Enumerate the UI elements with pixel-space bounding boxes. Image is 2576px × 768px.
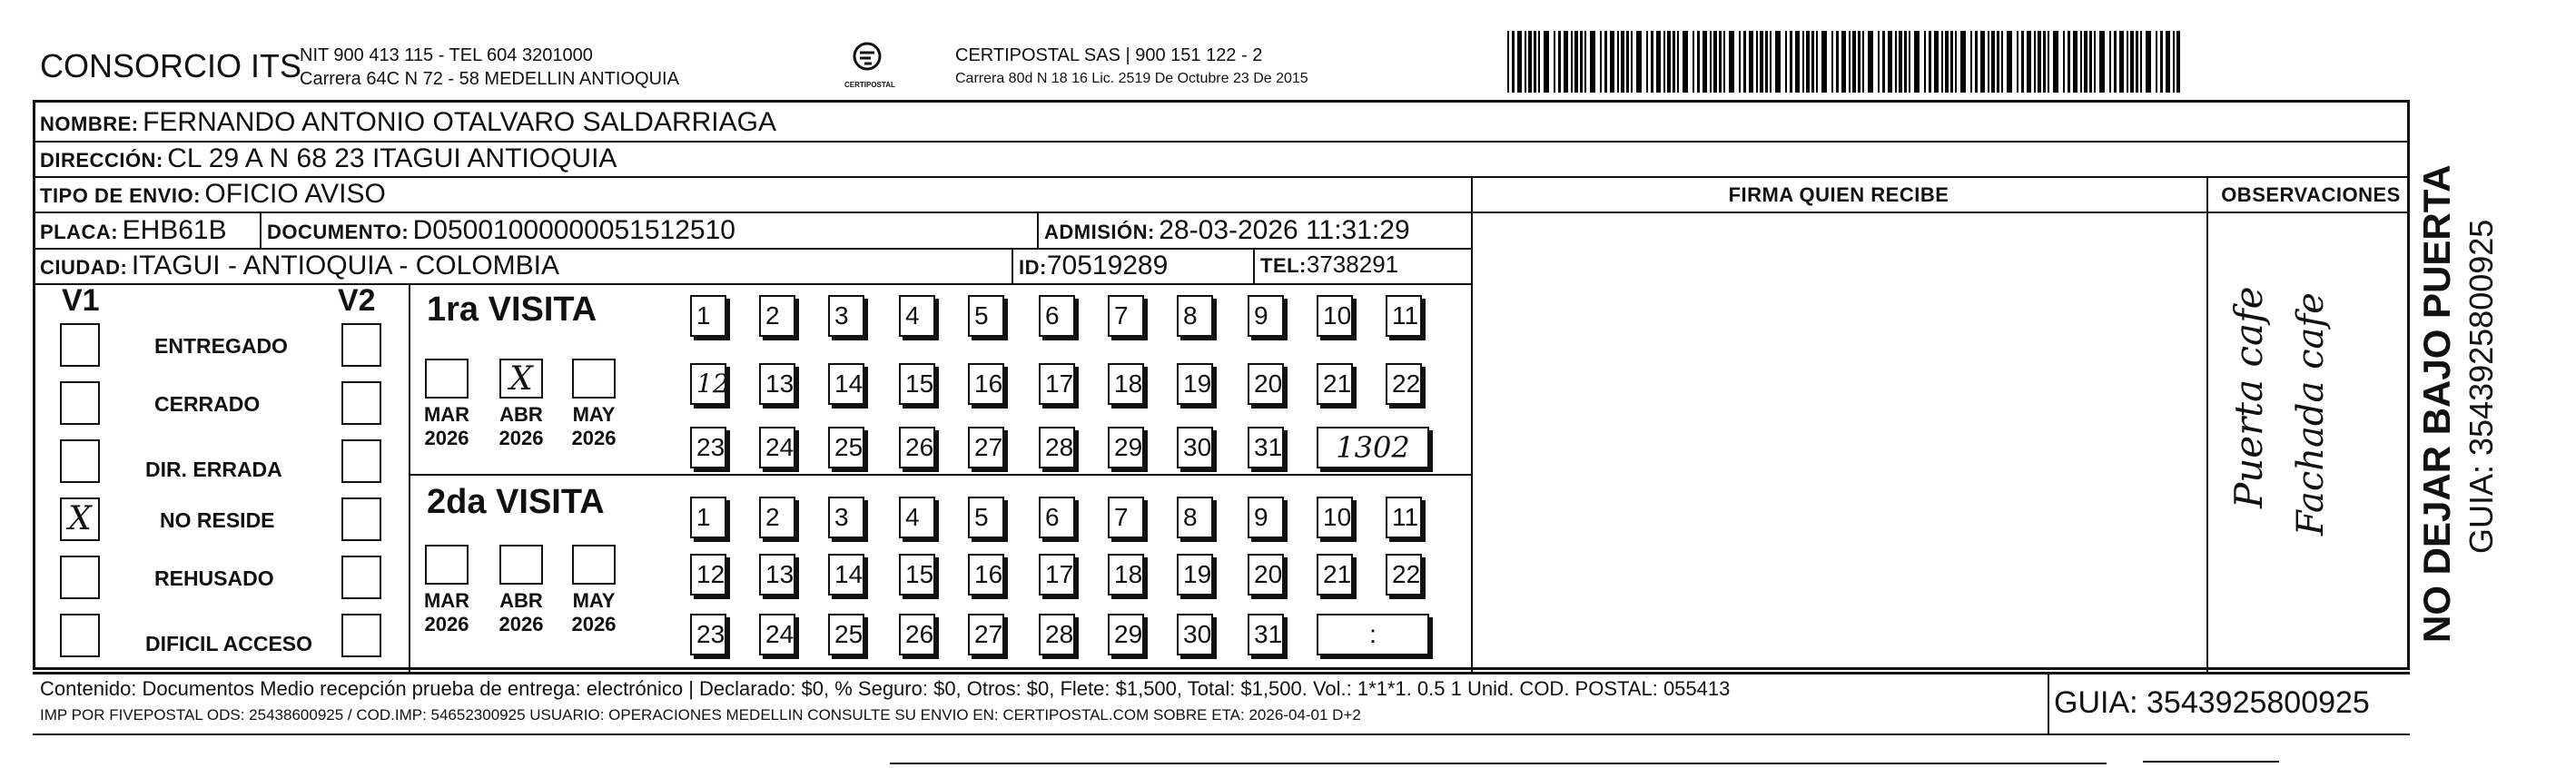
day-box[interactable]: 26 — [899, 427, 935, 468]
day-box[interactable]: 6 — [1039, 295, 1075, 337]
id-label: ID: — [1019, 256, 1047, 279]
day-box[interactable]: 16 — [968, 554, 1004, 596]
certipostal-logo-icon — [844, 40, 890, 76]
day-box[interactable]: 20 — [1248, 554, 1284, 596]
barcode-bar — [2017, 31, 2018, 93]
day-box[interactable]: 17 — [1039, 554, 1075, 596]
v1-label: V1 — [62, 283, 100, 318]
second-visit-time[interactable]: : — [1317, 614, 1429, 655]
barcode-bar — [2109, 31, 2111, 93]
day-box[interactable]: 10 — [1317, 497, 1353, 538]
barcode-bar — [1729, 31, 1734, 93]
side-instruction: NO DEJAR BAJO PUERTA — [2415, 164, 2458, 643]
barcode-bar — [1988, 31, 1989, 93]
day-box[interactable]: 27 — [968, 614, 1004, 655]
barcode — [1507, 31, 2197, 94]
day-box[interactable]: 11 — [1386, 497, 1422, 538]
barcode-bar — [1816, 31, 1818, 93]
certipostal-line: CERTIPOSTAL SAS | 900 151 122 - 2 — [955, 45, 1263, 65]
barcode-bar — [1667, 31, 1671, 93]
day-box[interactable]: 7 — [1108, 295, 1144, 337]
v1-checkbox[interactable] — [60, 556, 100, 599]
day-box[interactable]: 4 — [899, 497, 935, 538]
barcode-bar — [1836, 31, 1839, 93]
barcode-bar — [1677, 31, 1679, 93]
documento-value: D05001000000051512510 — [412, 215, 735, 245]
barcode-bar — [1651, 31, 1653, 93]
day-box[interactable]: 19 — [1177, 363, 1213, 405]
day-box[interactable]: 18 — [1108, 363, 1144, 405]
barcode-bar — [2089, 31, 2092, 93]
barcode-bar — [1534, 31, 1536, 93]
barcode-bar — [2038, 31, 2041, 93]
month-label: MAR 2026 — [423, 589, 470, 635]
barcode-bar — [1703, 31, 1707, 93]
barcode-bar — [1775, 31, 1781, 93]
barcode-bar — [1950, 31, 1953, 93]
barcode-bar — [1564, 31, 1568, 93]
placa-value: EHB61B — [122, 215, 227, 245]
barcode-bar — [2136, 31, 2138, 93]
day-box[interactable]: 24 — [759, 427, 795, 468]
certipostal-address: Carrera 80d N 18 16 Lic. 2519 De Octubre 23 De 2015 — [955, 71, 1308, 86]
barcode-bar — [1991, 31, 1995, 93]
barcode-bar — [1710, 31, 1712, 93]
day-box[interactable]: 14 — [828, 363, 864, 405]
month-checkbox[interactable] — [425, 545, 469, 585]
barcode-bar — [1895, 31, 1897, 93]
barcode-bar — [2140, 31, 2142, 93]
barcode-bar — [1868, 31, 1873, 93]
barcode-bar — [1743, 31, 1746, 93]
logo-caption: CERTIPOSTAL — [844, 81, 895, 89]
day-box[interactable]: 24 — [759, 614, 795, 655]
day-box[interactable]: 22 — [1386, 363, 1422, 405]
day-box[interactable]: 5 — [968, 497, 1004, 538]
barcode-bar — [2146, 31, 2151, 93]
day-box[interactable]: 6 — [1039, 497, 1075, 538]
day-box[interactable]: 13 — [759, 363, 795, 405]
barcode-bar — [1610, 31, 1614, 93]
barcode-bar — [1765, 31, 1768, 93]
footer-imp: IMP POR FIVEPOSTAL ODS: 25438600925 / COD.IMP: 54652300925 USUARIO: OPERACIONES MEDELLIN CONSULTE SU ENVIO EN: CERTIPOSTAL.COM SOBRE ETA: 2026-04-01 D+2 — [40, 706, 1361, 724]
day-box[interactable]: 12 — [690, 554, 726, 596]
v2-checkbox[interactable] — [341, 556, 381, 599]
day-box[interactable]: 7 — [1108, 497, 1144, 538]
day-box[interactable]: 16 — [968, 363, 1004, 405]
barcode-bar — [1683, 31, 1688, 93]
barcode-bar — [1858, 31, 1860, 93]
barcode-bar — [1914, 31, 1920, 93]
barcode-bar — [2001, 31, 2003, 93]
v1-checkbox[interactable] — [60, 614, 100, 657]
v2-checkbox[interactable] — [341, 381, 381, 425]
barcode-bar — [2156, 31, 2157, 93]
month-label: MAR 2026 — [423, 403, 470, 449]
tipo-value: OFICIO AVISO — [204, 179, 386, 209]
first-visit-title: 1ra VISITA — [427, 290, 597, 329]
second-visit-title: 2da VISITA — [427, 483, 605, 521]
barcode-bar — [1770, 31, 1772, 93]
status-option-label: ENTREGADO — [154, 334, 288, 358]
barcode-bar — [1841, 31, 1846, 93]
barcode-bar — [1626, 31, 1629, 93]
barcode-bar — [1590, 31, 1595, 93]
barcode-bar — [1811, 31, 1814, 93]
v2-label: V2 — [338, 283, 376, 318]
barcode-bar — [1600, 31, 1602, 93]
barcode-bar — [2114, 31, 2117, 93]
barcode-bar — [1693, 31, 1694, 93]
day-box[interactable]: 4 — [899, 295, 935, 337]
barcode-bar — [1862, 31, 1864, 93]
day-box[interactable]: 29 — [1108, 614, 1144, 655]
barcode-bar — [1960, 31, 1966, 93]
v1-checkbox[interactable] — [60, 439, 100, 483]
barcode-bar — [1929, 31, 1931, 93]
barcode-bar — [1909, 31, 1910, 93]
barcode-bar — [1528, 31, 1532, 93]
barcode-bar — [1574, 31, 1578, 93]
barcode-bar — [2160, 31, 2163, 93]
barcode-bar — [1975, 31, 1978, 93]
admision-value: 28-03-2026 11:31:29 — [1159, 215, 1410, 245]
barcode-bar — [1636, 31, 1642, 93]
company-address: Carrera 64C N 72 - 58 MEDELLIN ANTIOQUIA — [300, 69, 679, 89]
ciudad-row — [40, 251, 559, 281]
barcode-bar — [1517, 31, 1522, 93]
month-label: MAY 2026 — [571, 403, 617, 449]
barcode-bar — [1970, 31, 1972, 93]
barcode-bar — [2048, 31, 2049, 93]
barcode-bar — [2073, 31, 2078, 93]
nit-line: NIT 900 413 115 - TEL 604 3201000 — [300, 45, 593, 65]
barcode-bar — [1997, 31, 1999, 93]
day-box[interactable]: 27 — [968, 427, 1004, 468]
day-box[interactable]: 31 — [1248, 427, 1284, 468]
barcode-bar — [1934, 31, 1939, 93]
day-box[interactable]: 1 — [690, 295, 726, 337]
month-label: ABR 2026 — [498, 589, 544, 635]
nombre-row — [40, 107, 776, 138]
barcode-bar — [1924, 31, 1926, 93]
barcode-bar — [1831, 31, 1833, 93]
day-box[interactable]: 14 — [828, 554, 864, 596]
day-box[interactable]: 23 — [690, 427, 726, 468]
barcode-bar — [1571, 31, 1573, 93]
day-box[interactable]: 25 — [828, 614, 864, 655]
observation-handwriting-1: Puerta cafe — [2226, 286, 2271, 508]
tipo-label: TIPO DE ENVIO: — [40, 184, 201, 207]
id-value: 70519289 — [1046, 251, 1169, 281]
admision-label: ADMISIÓN: — [1044, 221, 1155, 243]
nombre-value: FERNANDO ANTONIO OTALVARO SALDARRIAGA — [143, 107, 776, 137]
day-box[interactable]: 13 — [759, 554, 795, 596]
barcode-bar — [1852, 31, 1856, 93]
barcode-bar — [1673, 31, 1675, 93]
barcode-bar — [2173, 31, 2175, 93]
barcode-bar — [1713, 31, 1717, 93]
month-checkbox[interactable] — [425, 359, 469, 399]
day-box[interactable]: 3 — [828, 497, 864, 538]
barcode-bar — [2099, 31, 2105, 93]
v2-checkbox[interactable] — [341, 439, 381, 483]
barcode-bar — [1719, 31, 1722, 93]
direccion-label: DIRECCIÓN: — [40, 149, 163, 172]
v2-checkbox[interactable] — [341, 323, 381, 367]
status-option-label: DIR. ERRADA — [145, 458, 282, 481]
barcode-bar — [1656, 31, 1661, 93]
day-box[interactable]: 31 — [1248, 614, 1284, 655]
day-box[interactable]: 10 — [1317, 295, 1353, 337]
documento-row — [267, 215, 735, 246]
month-label: MAY 2026 — [571, 589, 617, 635]
barcode-bar — [2094, 31, 2096, 93]
barcode-bar — [2068, 31, 2070, 93]
barcode-bar — [1878, 31, 1880, 93]
barcode-bar — [2021, 31, 2024, 93]
barcode-bar — [1554, 31, 1555, 93]
month-checkbox[interactable] — [572, 359, 616, 399]
barcode-bar — [2080, 31, 2082, 93]
direccion-row — [40, 143, 617, 174]
tel-label: TEL: — [1260, 254, 1307, 277]
barcode-bar — [1663, 31, 1665, 93]
barcode-bar — [1544, 31, 1549, 93]
barcode-bar — [1945, 31, 1949, 93]
admision-row — [1044, 215, 1410, 246]
barcode-bar — [1580, 31, 1583, 93]
barcode-bar — [1512, 31, 1515, 93]
barcode-bar — [2176, 31, 2180, 93]
documento-label: DOCUMENTO: — [267, 221, 410, 243]
month-label: ABR 2026 — [498, 403, 544, 449]
day-box[interactable]: 28 — [1039, 614, 1075, 655]
placa-row — [40, 215, 227, 246]
barcode-bar — [1697, 31, 1700, 93]
ciudad-value: ITAGUI - ANTIOQUIA - COLOMBIA — [131, 251, 560, 281]
day-box[interactable]: 19 — [1177, 554, 1213, 596]
barcode-bar — [2119, 31, 2124, 93]
day-box[interactable]: 21 — [1317, 554, 1353, 596]
barcode-bar — [2043, 31, 2046, 93]
v2-checkbox[interactable] — [341, 497, 381, 541]
barcode-bar — [1802, 31, 1804, 93]
company-name: CONSORCIO ITS — [40, 47, 302, 84]
observaciones-header: OBSERVACIONES — [2221, 183, 2401, 206]
day-box[interactable]: 1 — [690, 497, 726, 538]
tel-row — [1260, 251, 1398, 279]
v1-checkbox[interactable] — [60, 323, 100, 367]
barcode-bar — [1899, 31, 1902, 93]
day-box[interactable]: 30 — [1177, 427, 1213, 468]
day-box[interactable]: 28 — [1039, 427, 1075, 468]
barcode-bar — [1617, 31, 1619, 93]
barcode-bar — [1882, 31, 1885, 93]
status-option-label: NO RESIDE — [160, 508, 275, 532]
day-box[interactable]: 17 — [1039, 363, 1075, 405]
barcode-bar — [1756, 31, 1758, 93]
barcode-bar — [1849, 31, 1851, 93]
day-box[interactable]: 25 — [828, 427, 864, 468]
barcode-bar — [1888, 31, 1892, 93]
tipo-row — [40, 179, 386, 210]
day-box[interactable]: 20 — [1248, 363, 1284, 405]
barcode-bar — [1621, 31, 1624, 93]
barcode-bar — [2034, 31, 2036, 93]
barcode-bar — [1558, 31, 1561, 93]
tel-value: 3738291 — [1306, 251, 1399, 278]
day-box-marked[interactable]: 12 — [690, 363, 726, 405]
barcode-bar — [1739, 31, 1741, 93]
barcode-bar — [1904, 31, 1907, 93]
day-box[interactable]: 15 — [899, 554, 935, 596]
day-box[interactable]: 15 — [899, 363, 935, 405]
v1-checkbox[interactable] — [60, 381, 100, 425]
month-checkbox[interactable]: X — [499, 359, 543, 399]
barcode-bar — [2063, 31, 2065, 93]
day-box[interactable]: 8 — [1177, 497, 1213, 538]
firma-header: FIRMA QUIEN RECIBE — [1728, 183, 1949, 206]
day-box[interactable]: 11 — [1386, 295, 1422, 337]
day-box[interactable]: 30 — [1177, 614, 1213, 655]
day-box[interactable]: 22 — [1386, 554, 1422, 596]
status-option-label: DIFICIL ACCESO — [145, 632, 313, 655]
barcode-bar — [1631, 31, 1633, 93]
day-box[interactable]: 26 — [899, 614, 935, 655]
v1-checkbox[interactable]: X — [60, 497, 100, 541]
status-option-label: REHUSADO — [154, 566, 274, 590]
day-box[interactable]: 5 — [968, 295, 1004, 337]
barcode-bar — [2127, 31, 2128, 93]
barcode-bar — [1723, 31, 1725, 93]
barcode-bar — [1749, 31, 1753, 93]
day-box[interactable]: 8 — [1177, 295, 1213, 337]
footer-guia: GUIA: 3543925800925 — [2054, 685, 2370, 720]
barcode-bar — [1507, 31, 1509, 93]
barcode-bar — [1795, 31, 1800, 93]
barcode-bar — [1941, 31, 1943, 93]
day-box[interactable]: 18 — [1108, 554, 1144, 596]
barcode-bar — [1604, 31, 1607, 93]
first-visit-time[interactable]: 1302 — [1317, 427, 1429, 468]
day-box[interactable]: 9 — [1248, 497, 1284, 538]
status-option-label: CERRADO — [154, 392, 261, 416]
day-box[interactable]: 2 — [759, 497, 795, 538]
id-row — [1019, 251, 1168, 281]
barcode-bar — [1980, 31, 1985, 93]
day-box[interactable]: 2 — [759, 295, 795, 337]
barcode-bar — [1790, 31, 1792, 93]
nombre-label: NOMBRE: — [40, 113, 139, 135]
barcode-bar — [2007, 31, 2012, 93]
barcode-bar — [1584, 31, 1586, 93]
barcode-bar — [1806, 31, 1810, 93]
barcode-bar — [1821, 31, 1827, 93]
observation-handwriting-2: Fachada cafe — [2290, 292, 2332, 536]
barcode-bar — [2053, 31, 2058, 93]
day-box[interactable]: 23 — [690, 614, 726, 655]
day-box[interactable]: 3 — [828, 295, 864, 337]
month-checkbox[interactable] — [499, 545, 543, 585]
placa-label: PLACA: — [40, 221, 119, 243]
day-box[interactable]: 29 — [1108, 427, 1144, 468]
footer-contenido: Contenido: Documentos Medio recepción prueba de entrega: electrónico | Declarado: $0, % Seguro: $0, Otros: $0, Flete: $1,500, Total: $1,500. Vol.: 1*1*1. 0.5 1 Unid. COD. POSTAL: 055413 — [40, 677, 1731, 700]
ciudad-label: CIUDAD: — [40, 256, 128, 279]
barcode-bar — [1525, 31, 1526, 93]
barcode-bar — [2084, 31, 2087, 93]
day-box[interactable]: 9 — [1248, 295, 1284, 337]
side-guia: GUIA: 3543925800925 — [2462, 219, 2500, 554]
day-box[interactable]: 21 — [1317, 363, 1353, 405]
barcode-bar — [1955, 31, 1957, 93]
barcode-bar — [1785, 31, 1787, 93]
certipostal-logo — [844, 40, 895, 91]
barcode-bar — [1760, 31, 1763, 93]
month-checkbox[interactable] — [572, 545, 616, 585]
barcode-bar — [2130, 31, 2134, 93]
barcode-bar — [1538, 31, 1540, 93]
barcode-bar — [2166, 31, 2170, 93]
barcode-bar — [1646, 31, 1648, 93]
direccion-value: CL 29 A N 68 23 ITAGUI ANTIOQUIA — [167, 143, 617, 173]
v2-checkbox[interactable] — [341, 614, 381, 657]
barcode-bar — [2027, 31, 2031, 93]
